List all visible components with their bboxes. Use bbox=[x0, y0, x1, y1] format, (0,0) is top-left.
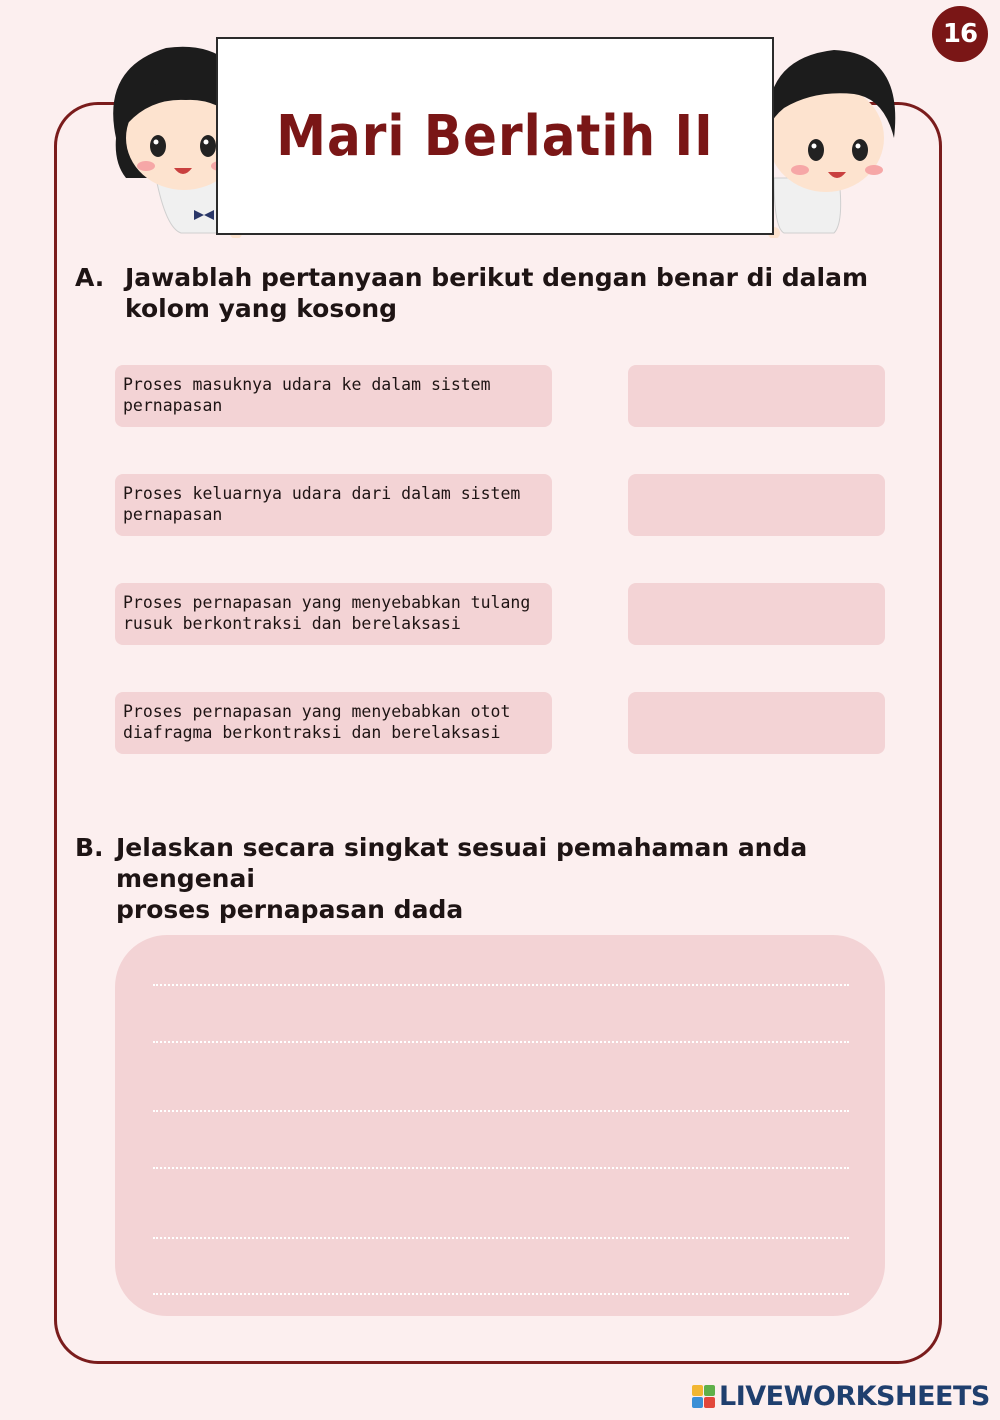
writing-line bbox=[153, 1237, 849, 1239]
writing-line bbox=[153, 1293, 849, 1295]
essay-answer-area[interactable] bbox=[115, 935, 885, 1316]
writing-line bbox=[153, 984, 849, 986]
section-b-heading-line2: proses pernapasan dada bbox=[116, 895, 464, 924]
question-text-line1: Proses masuknya udara ke dalam sistem bbox=[123, 375, 491, 394]
question-text-line2: diafragma berkontraksi dan berelaksasi bbox=[123, 723, 501, 742]
question-box bbox=[115, 365, 552, 427]
section-a-label: A. bbox=[75, 263, 105, 292]
section-a-heading-line1: Jawablah pertanyaan berikut dengan benar di dalam bbox=[125, 263, 869, 292]
section-a-heading bbox=[75, 262, 875, 324]
question-box bbox=[115, 474, 552, 536]
liveworksheets-logo-icon bbox=[692, 1385, 715, 1408]
writing-line bbox=[153, 1110, 849, 1112]
writing-line bbox=[153, 1041, 849, 1043]
question-box bbox=[115, 583, 552, 645]
answer-input-1[interactable] bbox=[628, 365, 885, 427]
section-b-heading-line1: Jelaskan secara singkat sesuai pemahaman anda mengenai bbox=[116, 833, 808, 893]
section-a-heading-line2: kolom yang kosong bbox=[125, 294, 398, 323]
liveworksheets-brand-text: LIVEWORKSHEETS bbox=[719, 1380, 990, 1412]
section-b-heading bbox=[75, 832, 935, 925]
page-number-badge: 16 bbox=[932, 6, 988, 62]
question-text-line2: pernapasan bbox=[123, 396, 223, 415]
answer-input-4[interactable] bbox=[628, 692, 885, 754]
question-text-line1: Proses keluarnya udara dari dalam sistem bbox=[123, 484, 521, 503]
section-b-label: B. bbox=[75, 833, 104, 862]
answer-input-3[interactable] bbox=[628, 583, 885, 645]
question-text-line1: Proses pernapasan yang menyebabkan otot bbox=[123, 702, 511, 721]
question-box bbox=[115, 692, 552, 754]
title-banner bbox=[216, 37, 774, 235]
question-text-line2: rusuk berkontraksi dan berelaksasi bbox=[123, 614, 461, 633]
question-text-line1: Proses pernapasan yang menyebabkan tulang bbox=[123, 593, 531, 612]
answer-input-2[interactable] bbox=[628, 474, 885, 536]
banner-title: Mari Berlatih II bbox=[276, 103, 714, 169]
question-text-line2: pernapasan bbox=[123, 505, 223, 524]
liveworksheets-logo bbox=[692, 1379, 990, 1413]
writing-line bbox=[153, 1167, 849, 1169]
